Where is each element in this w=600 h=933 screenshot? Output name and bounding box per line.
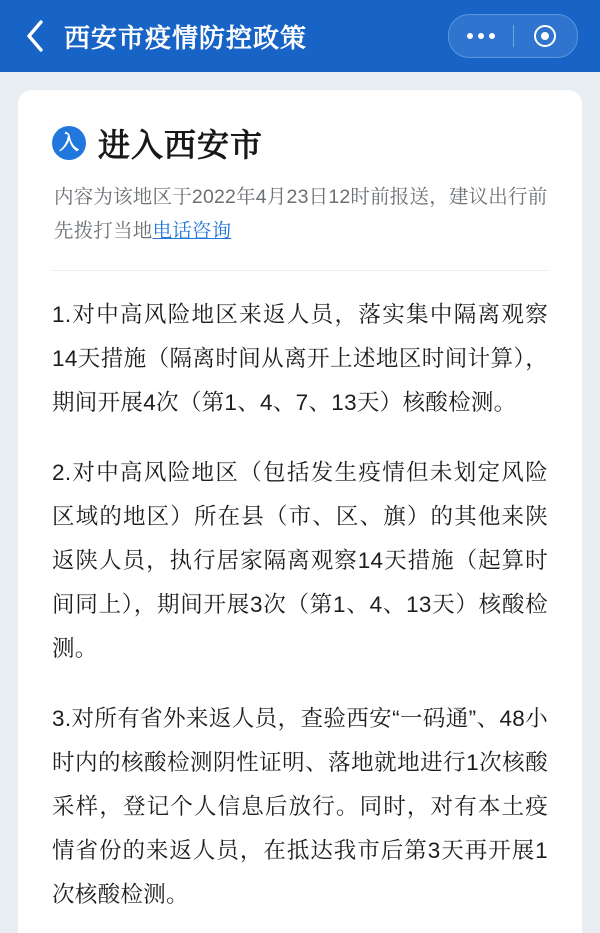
back-button[interactable] [18, 17, 52, 55]
phone-consult-link[interactable]: 电话咨询 [152, 220, 232, 242]
card-title: 进入西安市 [98, 127, 264, 163]
policy-body [52, 293, 548, 917]
more-dots-icon [467, 33, 495, 39]
close-program-button[interactable] [514, 15, 578, 57]
card-subtitle [54, 180, 548, 248]
card-header [52, 120, 548, 166]
policy-paragraph: 3.对所有省外来返人员，查验西安“一码通”、48小时内的核酸检测阴性证明、落地就地进行1次核酸采样，登记个人信息后放行。同时，对有本土疫情省份的来返人员，在抵达我市后第3天再开展1次核酸检测。 [52, 706, 548, 907]
policy-paragraph: 2.对中高风险地区（包括发生疫情但未划定风险区域的地区）所在县（市、区、旗）的其他来陕返陕人员，执行居家隔离观察14天措施（起算时间同上），期间开展3次（第1、4、13天）核酸检测。 [52, 460, 548, 661]
more-menu-button[interactable] [449, 15, 513, 57]
policy-paragraph: 1.对中高风险地区来返人员，落实集中隔离观察14天措施（隔离时间从离开上述地区时间计算），期间开展4次（第1、4、7、13天）核酸检测。 [52, 302, 548, 415]
subtitle-text: 内容为该地区于2022年4月23日12时前报送，建议出行前先拨打当地 [54, 186, 548, 242]
navigation-bar [0, 0, 600, 72]
mini-program-capsule [448, 14, 578, 58]
enter-badge-icon: 入 [52, 126, 86, 160]
target-circle-icon [534, 25, 556, 47]
content-scroll-area[interactable] [0, 72, 600, 933]
section-divider [52, 270, 548, 271]
chevron-left-icon [25, 19, 45, 53]
page-title: 西安市疫情防控政策 [64, 22, 308, 53]
policy-card [18, 90, 582, 933]
